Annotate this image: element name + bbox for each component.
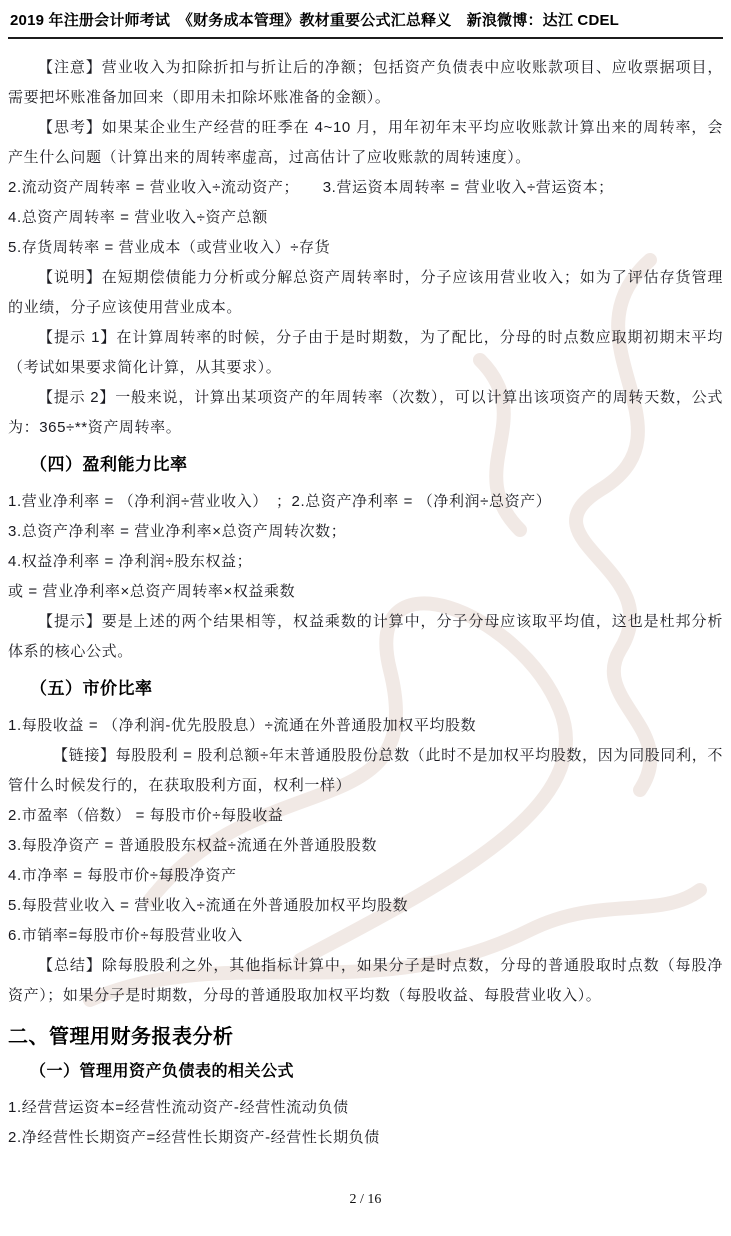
heading-market-ratios: （五）市价比率 — [30, 679, 153, 698]
formula-pb-ratio: 4.市净率 = 每股市价÷每股净资产 — [8, 867, 237, 884]
formula-inventory-turnover: 5.存货周转率 = 营业成本（或营业收入）÷存货 — [8, 239, 331, 256]
formula-operating-working-capital: 1.经营营运资本=经营性流动资产-经营性流动负债 — [8, 1099, 349, 1116]
para-note: 【说明】在短期偿债能力分析或分解总资产周转率时，分子应该用营业收入；如为了评估存货管理的业绩，分子应该使用营业成本。 — [8, 269, 723, 316]
header-rule — [8, 37, 723, 39]
formula-revenue-per-share: 5.每股营业收入 = 营业收入÷流通在外普通股加权平均股数 — [8, 897, 409, 914]
page-number: 2 / 16 — [349, 1192, 382, 1207]
formula-equity-net-margin-alt: 或 = 营业净利率×总资产周转率×权益乘数 — [8, 583, 296, 600]
para-think: 【思考】如果某企业生产经营的旺季在 4~10 月，用年初年末平均应收账款计算出来的周转率，会产生什么问题（计算出来的周转率虚高，过高估计了应收账款的周转速度）。 — [8, 119, 723, 166]
formula-eps: 1.每股收益 = （净利润-优先股股息）÷流通在外普通股加权平均股数 — [8, 717, 477, 734]
para-link-dividend-per-share: 【链接】每股股利 = 股利总额÷年末普通股股份总数（此时不是加权平均股数，因为同股同利，不管什么时候发行的，在获取股利方面，权利一样） — [8, 747, 723, 794]
formula-total-asset-net-margin: 3.总资产净利率 = 营业净利率×总资产周转次数； — [8, 523, 347, 540]
heading-profitability-ratios: （四）盈利能力比率 — [30, 455, 188, 474]
formula-total-asset-turnover: 4.总资产周转率 = 营业收入÷资产总额 — [8, 209, 268, 226]
formula-net-operating-long-term-assets: 2.净经营性长期资产=经营性长期资产-经营性长期负债 — [8, 1129, 380, 1146]
heading-management-balance-sheet-formulas: （一）管理用资产负债表的相关公式 — [30, 1063, 295, 1080]
para-tip-dupont: 【提示】要是上述的两个结果相等，权益乘数的计算中，分子分母应该取平均值，这也是杜邦分析体系的核心公式。 — [8, 613, 723, 660]
formula-pe-ratio: 2.市盈率（倍数） = 每股市价÷每股收益 — [8, 807, 284, 824]
formula-book-value-per-share: 3.每股净资产 = 普通股股东权益÷流通在外普通股股数 — [8, 837, 378, 854]
para-notice: 【注意】营业收入为扣除折扣与折让后的净额；包括资产负债表中应收账款项目、应收票据项目，需要把坏账准备加回来（即用未扣除坏账准备的金额）。 — [8, 59, 723, 106]
para-tip-1: 【提示 1】在计算周转率的时候，分子由于是时期数，为了配比，分母的时点数应取期初期末平均（考试如果要求简化计算，从其要求）。 — [8, 329, 723, 376]
formula-current-asset-turnover: 2.流动资产周转率 = 营业收入÷流动资产； 3.营运资本周转率 = 营业收入÷营运资本； — [8, 179, 614, 196]
para-summary: 【总结】除每股股利之外，其他指标计算中，如果分子是时点数，分母的普通股取时点数（每股净资产）；如果分子是时期数，分母的普通股取加权平均数（每股收益、每股营业收入）。 — [8, 957, 723, 1004]
formula-ps-ratio: 6.市销率=每股市价÷每股营业收入 — [8, 927, 243, 944]
page-header-title: 2019 年注册会计师考试 《财务成本管理》教材重要公式汇总释义 新浪微博：达江 CDEL — [10, 12, 620, 29]
formula-equity-net-margin: 4.权益净利率 = 净利润÷股东权益； — [8, 553, 253, 570]
formula-net-profit-margin: 1.营业净利率 = （净利润÷营业收入） ；2.总资产净利率 = （净利润÷总资产） — [8, 493, 552, 510]
para-tip-2: 【提示 2】一般来说，计算出某项资产的年周转率（次数），可以计算出该项资产的周转天数，公式为：365÷**资产周转率。 — [8, 389, 723, 436]
heading-management-financial-statements: 二、管理用财务报表分析 — [8, 1026, 234, 1048]
